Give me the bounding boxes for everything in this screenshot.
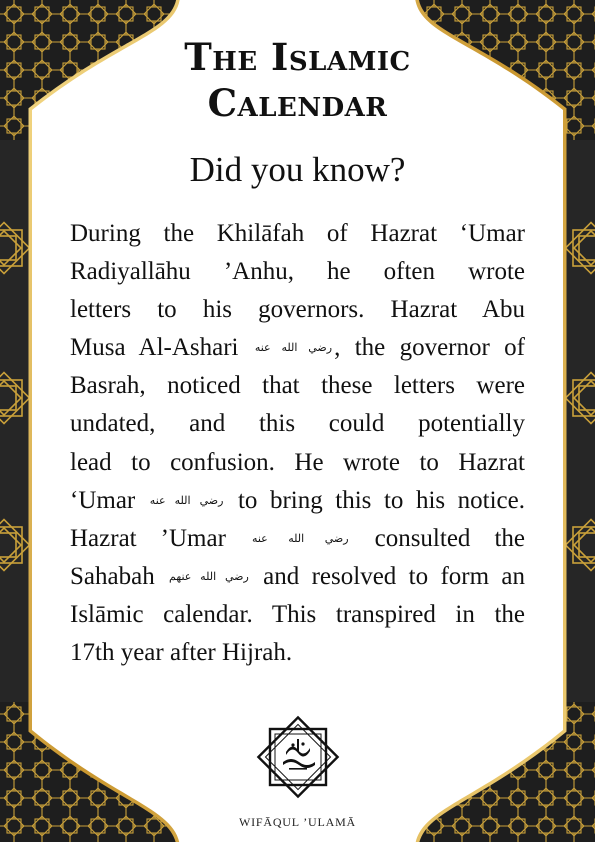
honorific-glyph: رضي الله عنه: [254, 342, 333, 355]
title-line-2: Calendar: [207, 81, 388, 125]
body-line: ‘Umar رضي الله عنه to bring this to his notice.: [70, 486, 525, 514]
body-line: Radiyallāhu ’Anhu, he often wrote: [70, 258, 525, 286]
body-line: Islāmic calendar. This transpired in the: [70, 600, 525, 628]
wifaqul-ulama-logo-icon: [253, 712, 343, 802]
body-line: During the Khilāfah of Hazrat ‘Umar: [70, 220, 525, 247]
body-line: Hazrat ’Umar رضي الله عنه consulted the: [70, 524, 525, 552]
subtitle: Did you know?: [189, 150, 406, 189]
body-line: 17th year after Hijrah.: [70, 639, 293, 667]
body-line: letters to his governors. Hazrat Abu: [70, 296, 525, 324]
body-line: Sahabah رضي الله عنهم and resolved to form an: [70, 562, 525, 590]
title-line-1: The Islamic: [184, 35, 411, 79]
honorific-glyph: رضي الله عنه: [251, 532, 349, 545]
body-line: undated, and this could potentially: [70, 410, 525, 438]
honorific-glyph: رضي الله عنه: [149, 494, 224, 507]
logo-caption: WIFĀQUL ’ULAMĀ: [238, 815, 357, 829]
body-line: lead to confusion. He wrote to Hazrat: [70, 448, 525, 476]
content-card: [32, 0, 563, 842]
body-line: Basrah, noticed that these letters were: [70, 372, 525, 400]
body-line: Musa Al-Ashari رضي الله عنه, the governor of: [70, 334, 525, 362]
honorific-glyph: رضي الله عنهم: [169, 570, 249, 583]
body-paragraph: [70, 215, 525, 672]
page-title: [32, 34, 563, 126]
